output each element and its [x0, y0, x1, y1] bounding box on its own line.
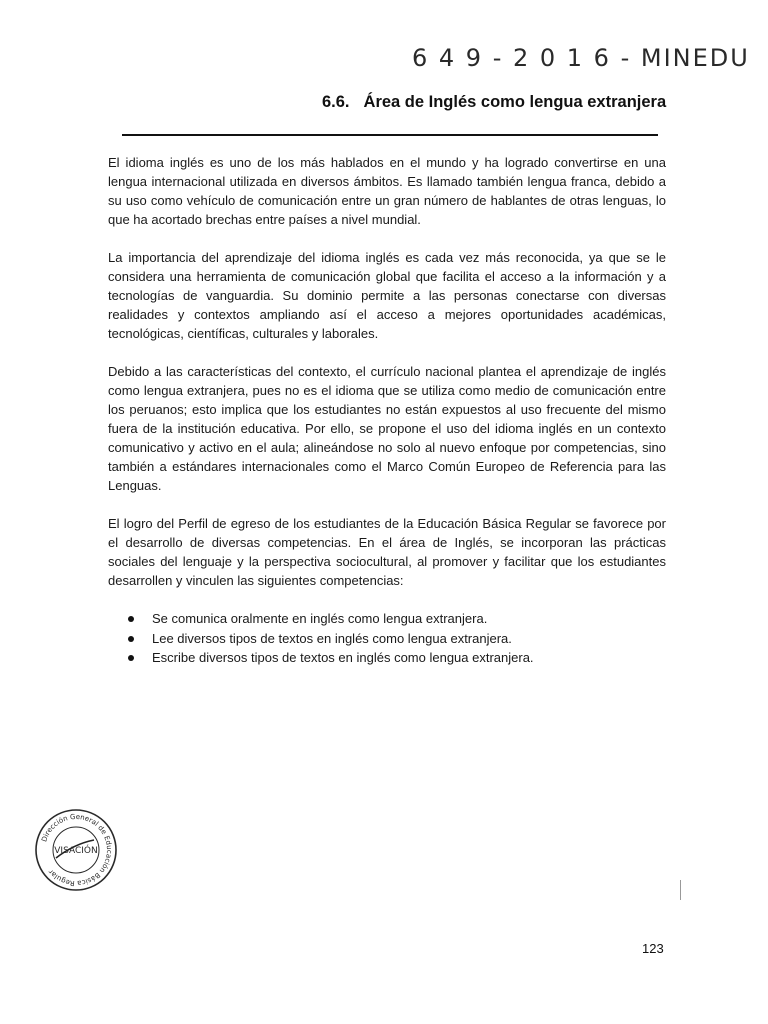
- section-heading: [322, 93, 666, 112]
- list-item: Escribe diversos tipos de textos en inglés como lengua extranjera.: [128, 648, 666, 668]
- seal-center-text: VISACIÓN: [54, 846, 98, 856]
- paragraph: El idioma inglés es uno de los más hablados en el mundo y ha logrado convertirse en una lengua internacional utilizada en diversos ámbitos. Es llamado también lengua franca, debido a su uso como vehículo de comunicación entre un gran número de hablantes de otras lenguas, lo que ha acortado brechas entre países a nivel mundial.: [108, 155, 666, 227]
- heading-underline: [122, 134, 658, 136]
- visacion-seal: [34, 808, 118, 892]
- page-number: 123: [642, 941, 664, 956]
- document-body: [108, 153, 666, 668]
- competencies-list: [108, 609, 666, 668]
- paragraph: La importancia del aprendizaje del idioma inglés es cada vez más reconocida, ya que se le considera una herramienta de comunicación global que facilita el acceso a la información y a tecnologías de vanguardia. Su dominio permite a las personas conectarse con diversas realidades y contextos ampliando así el acceso a mejores oportunidades académicas, tecnológicas, científicas, culturales y laborales.: [108, 250, 666, 341]
- paragraph: Debido a las características del contexto, el currículo nacional plantea el aprendizaje de inglés como lengua extranjera, pues no es el idioma que se utiliza como medio de comunicación entre los peruanos; esto implica que los estudiantes no están expuestos al uso frecuente del mismo fuera de la institución educativa. Por ello, se propone el uso del idioma inglés en un contexto comunicativo y activo en el aula; alineándose no solo al nuevo enfoque por competencias, sino también a estándares internacionales como el Marco Común Europeo de Referencia para las Lenguas.: [108, 364, 666, 493]
- seal-outer-text: Dirección General de Educación Básica Regular: [40, 812, 114, 888]
- document-code-stamp: 6 4 9 - 2 0 1 6 - MINEDU: [412, 44, 750, 72]
- section-title: Área de Inglés como lengua extranjera: [363, 93, 667, 111]
- scan-artifact: [680, 880, 681, 900]
- paragraph: El logro del Perfil de egreso de los estudiantes de la Educación Básica Regular se favorece por el desarrollo de diversas competencias. En el área de Inglés, se incorporan las prácticas sociales del lenguaje y la perspectiva sociocultural, al promover y facilitar que los estudiantes desarrollen y vinculen las siguientes competencias:: [108, 516, 666, 588]
- section-number: 6.6.: [322, 93, 350, 111]
- list-item: Lee diversos tipos de textos en inglés como lengua extranjera.: [128, 629, 666, 649]
- list-item: Se comunica oralmente en inglés como lengua extranjera.: [128, 609, 666, 629]
